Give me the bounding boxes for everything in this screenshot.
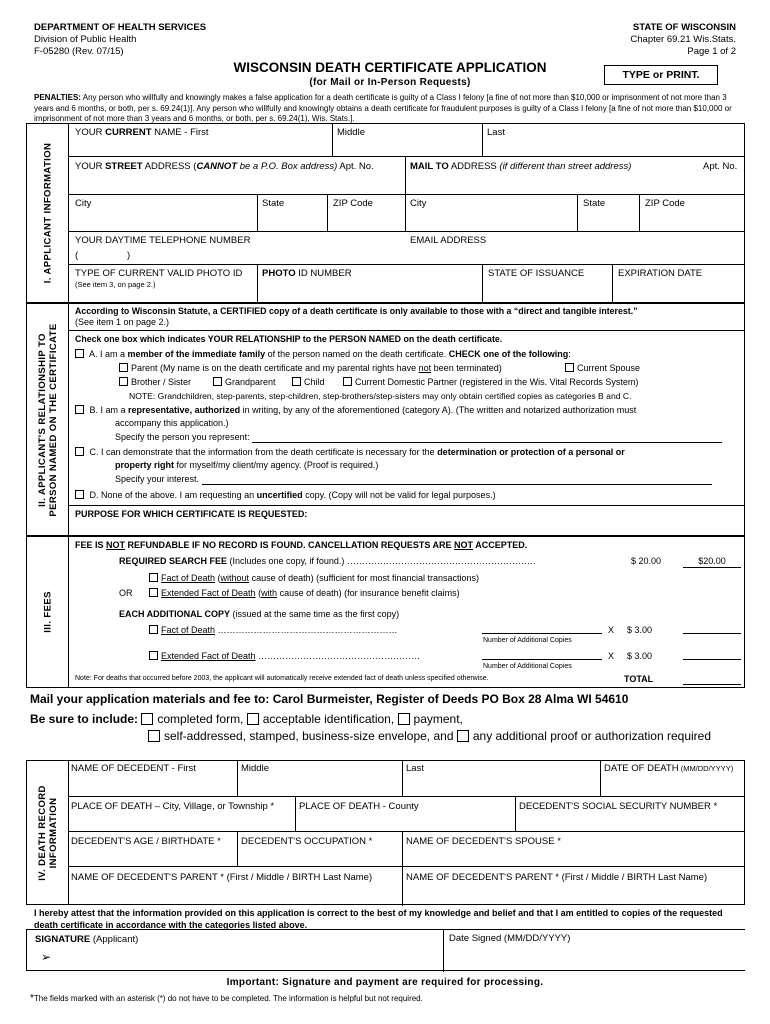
state-name: STATE OF WISCONSIN (632, 22, 736, 33)
current-spouse-checkbox[interactable] (565, 363, 574, 372)
option-b-line2: accompany this application.) (115, 418, 229, 428)
city-label: City (75, 198, 92, 209)
state-label: State (262, 198, 285, 209)
option-d-checkbox[interactable] (75, 490, 84, 499)
section-death-record (26, 760, 745, 905)
brother-sister-checkbox[interactable] (119, 377, 128, 386)
additional-extended-subtotal-field[interactable] (683, 649, 741, 660)
fees-note: Note: For deaths that occurred before 2003, the applicant will automatically receive extended fact of death unless specified otherwise. (75, 675, 489, 682)
envelope-checkbox[interactable] (148, 730, 160, 742)
street-address-field[interactable] (69, 174, 405, 194)
completed-form-checkbox[interactable] (141, 713, 153, 725)
search-fee-total: $20.00 (683, 556, 741, 568)
domestic-partner-checkbox[interactable] (343, 377, 352, 386)
penalties-label: PENALTIES: (34, 93, 81, 102)
section-title: II. APPLICANT'S RELATIONSHIP TO PERSON NAMED ON THE CERTIFICATE (36, 322, 59, 517)
state-of-issuance-label: STATE OF ISSUANCE (488, 268, 585, 279)
section-applicant-info (26, 123, 745, 303)
phone-label: YOUR DAYTIME TELEPHONE NUMBER (75, 235, 251, 246)
applicant-name-field[interactable] (69, 138, 744, 156)
ssn-label: DECEDENT'S SOCIAL SECURITY NUMBER * (519, 801, 718, 812)
department: DEPARTMENT OF HEALTH SERVICES (34, 22, 207, 33)
form-number: F-05280 (Rev. 07/15) (34, 46, 124, 57)
applicant-middle-name-label: Middle (337, 127, 365, 138)
photo-id-type-label: TYPE OF CURRENT VALID PHOTO ID (75, 268, 243, 279)
phone-field[interactable] (69, 246, 405, 264)
fact-of-death-checkbox[interactable] (149, 573, 158, 582)
option-b-checkbox[interactable] (75, 405, 84, 414)
additional-copy-heading: EACH ADDITIONAL COPY (issued at the same time as the first copy) (119, 609, 400, 619)
section-side-label (27, 124, 69, 302)
purpose-field[interactable] (69, 520, 744, 536)
additional-extended-line: Extended Fact of Death ……………………………………………… (149, 651, 420, 662)
check-one-instruction: Check one box which indicates YOUR RELATIONSHIP to the PERSON NAMED on the death certificate. (75, 334, 503, 344)
identification-checkbox[interactable] (247, 713, 259, 725)
signature-arrow-icon: ➢ (41, 950, 52, 964)
applicant-first-name-label: YOUR CURRENT NAME - First (75, 127, 209, 138)
decedent-parent1-label: NAME OF DECEDENT'S PARENT * (First / Middle / BIRTH Last Name) (71, 872, 373, 883)
additional-fact-line: Fact of Death …………………………………………………… (149, 625, 398, 636)
option-b: B. I am a representative, authorized in writing, by any of the aforementioned (category A). (The written and notarized authorization must (75, 405, 636, 416)
mail-address-field[interactable] (405, 174, 744, 194)
form-title: WISCONSIN DEATH CERTIFICATE APPLICATION (233, 60, 547, 75)
decedent-spouse-label: NAME OF DECEDENT'S SPOUSE * (406, 836, 561, 847)
section-relationship (26, 303, 745, 536)
section-fees (26, 536, 745, 688)
option-a-note: NOTE: Grandchildren, step-parents, step-children, step-brothers/step-sisters may only obtain certified copies as categories B and C. (129, 391, 632, 401)
multiply-sign-2: X (608, 651, 615, 661)
total-field[interactable] (683, 674, 741, 685)
street-address-label: YOUR STREET ADDRESS (CANNOT be a P.O. Box address) Apt. No. (75, 161, 374, 172)
multiply-sign-1: X (608, 625, 615, 635)
page-number: Page 1 of 2 (687, 46, 736, 57)
email-field[interactable] (405, 246, 744, 264)
asterisk-note: *The fields marked with an asterisk (*) do not have to be completed. The information is helpful but not required. (30, 993, 423, 1004)
decedent-occupation-label: DECEDENT'S OCCUPATION * (241, 836, 373, 847)
search-fee-price: $ 20.00 (631, 556, 662, 566)
option-child: Child (292, 377, 325, 388)
purpose-label: PURPOSE FOR WHICH CERTIFICATE IS REQUESTED: (75, 509, 308, 519)
header-left (34, 22, 206, 58)
option-c-specify: Specify your interest. (115, 474, 712, 485)
additional-fact-checkbox[interactable] (149, 625, 158, 634)
mail-recipient: Carol Burmeister, Register of Deeds PO Box 28 Alma WI 54610 (272, 692, 629, 706)
option-current-spouse: Current Spouse (565, 363, 640, 374)
mail-apt-label: Apt. No. (703, 161, 738, 172)
extended-fact-checkbox[interactable] (149, 588, 158, 597)
decedent-parent2-label: NAME OF DECEDENT'S PARENT * (First / Middle / BIRTH Last Name) (406, 872, 708, 883)
email-label: EMAIL ADDRESS (410, 235, 487, 246)
phone-area-open: ( (75, 250, 79, 261)
penalties-body: Any person who willfully and knowingly makes a false application for a death certificate is guilty of a Class I felony [a fine of not more than $10,000 or imprisonment of not more than 3 years and 6 months, or both, per s. 69.24(1)]. Any person who willfully and knowingly obtains a death certificate for fraudulent purposes is guilty of a Class I felony [a fine of not more than $10,000 or imprisonment of not more than 3 years and 6 months, or both, per s. 69.24(1), Wis. Stats.]. (34, 93, 732, 123)
additional-extended-checkbox[interactable] (149, 651, 158, 660)
option-parent: Parent (My name is on the death certificate and my parental rights have not been terminated) (119, 363, 502, 374)
statute-see: (See item 1 on page 2.) (75, 317, 170, 327)
additional-extended-copies-field[interactable] (482, 649, 602, 660)
signature-field[interactable] (57, 948, 437, 970)
option-a: A. I am a member of the immediate family of the person named on the death certificate. CHECK one of the following: (75, 349, 571, 360)
option-b-specify: Specify the person you represent: (115, 432, 722, 443)
option-c-line2: property right for myself/my client/my agency. (Proof is required.) (115, 460, 379, 470)
type-print-box: TYPE or PRINT. (604, 65, 718, 85)
applicant-last-name-label: Last (487, 127, 505, 138)
proof-checkbox[interactable] (457, 730, 469, 742)
chapter: Chapter 69.21 Wis.Stats. (630, 34, 736, 45)
signature-label: SIGNATURE (Applicant) (35, 934, 139, 945)
payment-checkbox[interactable] (398, 713, 410, 725)
option-domestic-partner: Current Domestic Partner (registered in the Wis. Vital Records System) (343, 377, 638, 388)
photo-id-see-note: (See item 3, on page 2.) (75, 280, 156, 289)
child-checkbox[interactable] (292, 377, 301, 386)
section-side-label (27, 537, 69, 687)
penalties-text (34, 93, 740, 125)
option-d: D. None of the above. I am requesting an uncertified copy. (Copy will not be valid for legal purposes.) (75, 490, 496, 501)
option-brother-sister: Brother / Sister (119, 377, 191, 388)
statute-text: According to Wisconsin Statute, a CERTIFIED copy of a death certificate is only available to those with a “direct and tangible interest.” (75, 306, 638, 316)
important-note: Important: Signature and payment are required for processing. (226, 977, 544, 988)
decedent-last-name-label: Last (406, 763, 424, 774)
total-label: TOTAL (624, 674, 654, 684)
phone-area-close: ) (127, 250, 131, 261)
additional-fact-copies-field[interactable] (482, 623, 602, 634)
zip-label: ZIP Code (333, 198, 373, 209)
mail-state-label: State (583, 198, 606, 209)
mail-city-label: City (410, 198, 427, 209)
date-of-death-label: DATE OF DEATH (MM/DD/YYYY) (604, 763, 734, 774)
decedent-age-label: DECEDENT'S AGE / BIRTHDATE * (71, 836, 221, 847)
or-label: OR (119, 588, 133, 598)
expiration-date-label: EXPIRATION DATE (618, 268, 703, 279)
section-side-label (27, 761, 69, 904)
option-c-checkbox[interactable] (75, 447, 84, 456)
interest-field[interactable] (202, 484, 712, 485)
header-right (630, 22, 736, 58)
option-grandparent: Grandparent (213, 377, 276, 388)
decedent-first-name-label: NAME OF DECEDENT - First (71, 763, 196, 774)
num-copies-label-1: Number of Additional Copies (483, 637, 572, 644)
place-of-death-county-label: PLACE OF DEATH - County (299, 801, 419, 812)
signature-row (26, 929, 745, 971)
parent-checkbox[interactable] (119, 363, 128, 372)
grandparent-checkbox[interactable] (213, 377, 222, 386)
option-a-checkbox[interactable] (75, 349, 84, 358)
attestation-text: I hereby attest that the information provided on this application is correct to the best of my knowledge and belief and that I am entitled to copies of the requested death certificate in accordance with the categories listed above. (34, 908, 723, 930)
num-copies-label-2: Number of Additional Copies (483, 663, 572, 670)
copy-price-2: $ 3.00 (627, 651, 653, 661)
additional-fact-subtotal-field[interactable] (683, 623, 741, 634)
fee-policy: FEE IS NOT REFUNDABLE IF NO RECORD IS FOUND. CANCELLATION REQUESTS ARE NOT ACCEPTED. (75, 540, 528, 550)
fact-of-death-option: Fact of Death (without cause of death) (sufficient for most financial transactions) (149, 573, 479, 584)
decedent-middle-name-label: Middle (241, 763, 269, 774)
section-title: III. FEES (42, 591, 53, 633)
date-signed-field[interactable] (447, 946, 737, 970)
include-checklist-line2: self-addressed, stamped, business-size envelope, and any additional proof or authorization required (148, 729, 711, 743)
mail-zip-label: ZIP Code (645, 198, 685, 209)
place-of-death-city-label: PLACE OF DEATH – City, Village, or Township * (71, 801, 275, 812)
mail-address-label: MAIL TO ADDRESS (if different than street address) (410, 161, 632, 172)
date-signed-label: Date Signed (MM/DD/YYYY) (449, 933, 571, 944)
section-title: IV. DEATH RECORD INFORMATION (36, 784, 59, 881)
represented-person-field[interactable] (252, 442, 722, 443)
include-checklist: Be sure to include: completed form, acceptable identification, payment, (30, 712, 463, 726)
section-side-label (27, 304, 69, 535)
photo-id-number-label: PHOTO ID NUMBER (262, 268, 352, 279)
copy-price-1: $ 3.00 (627, 625, 653, 635)
form-subtitle: (for Mail or In-Person Requests) (309, 77, 471, 88)
section-title: I. APPLICANT INFORMATION (42, 142, 53, 284)
search-fee-line: REQUIRED SEARCH FEE (Includes one copy, if found.) ……………………………………………………… (119, 556, 536, 566)
option-c: C. I can demonstrate that the information from the death certificate is necessary for the determination or protection of a personal or (75, 447, 625, 458)
division: Division of Public Health (34, 34, 137, 45)
mail-instructions: Mail your application materials and fee to: Carol Burmeister, Register of Deeds PO Box 28 Alma WI 54610 (30, 692, 629, 706)
extended-fact-option: Extended Fact of Death (with cause of death) (for insurance benefit claims) (149, 588, 460, 599)
